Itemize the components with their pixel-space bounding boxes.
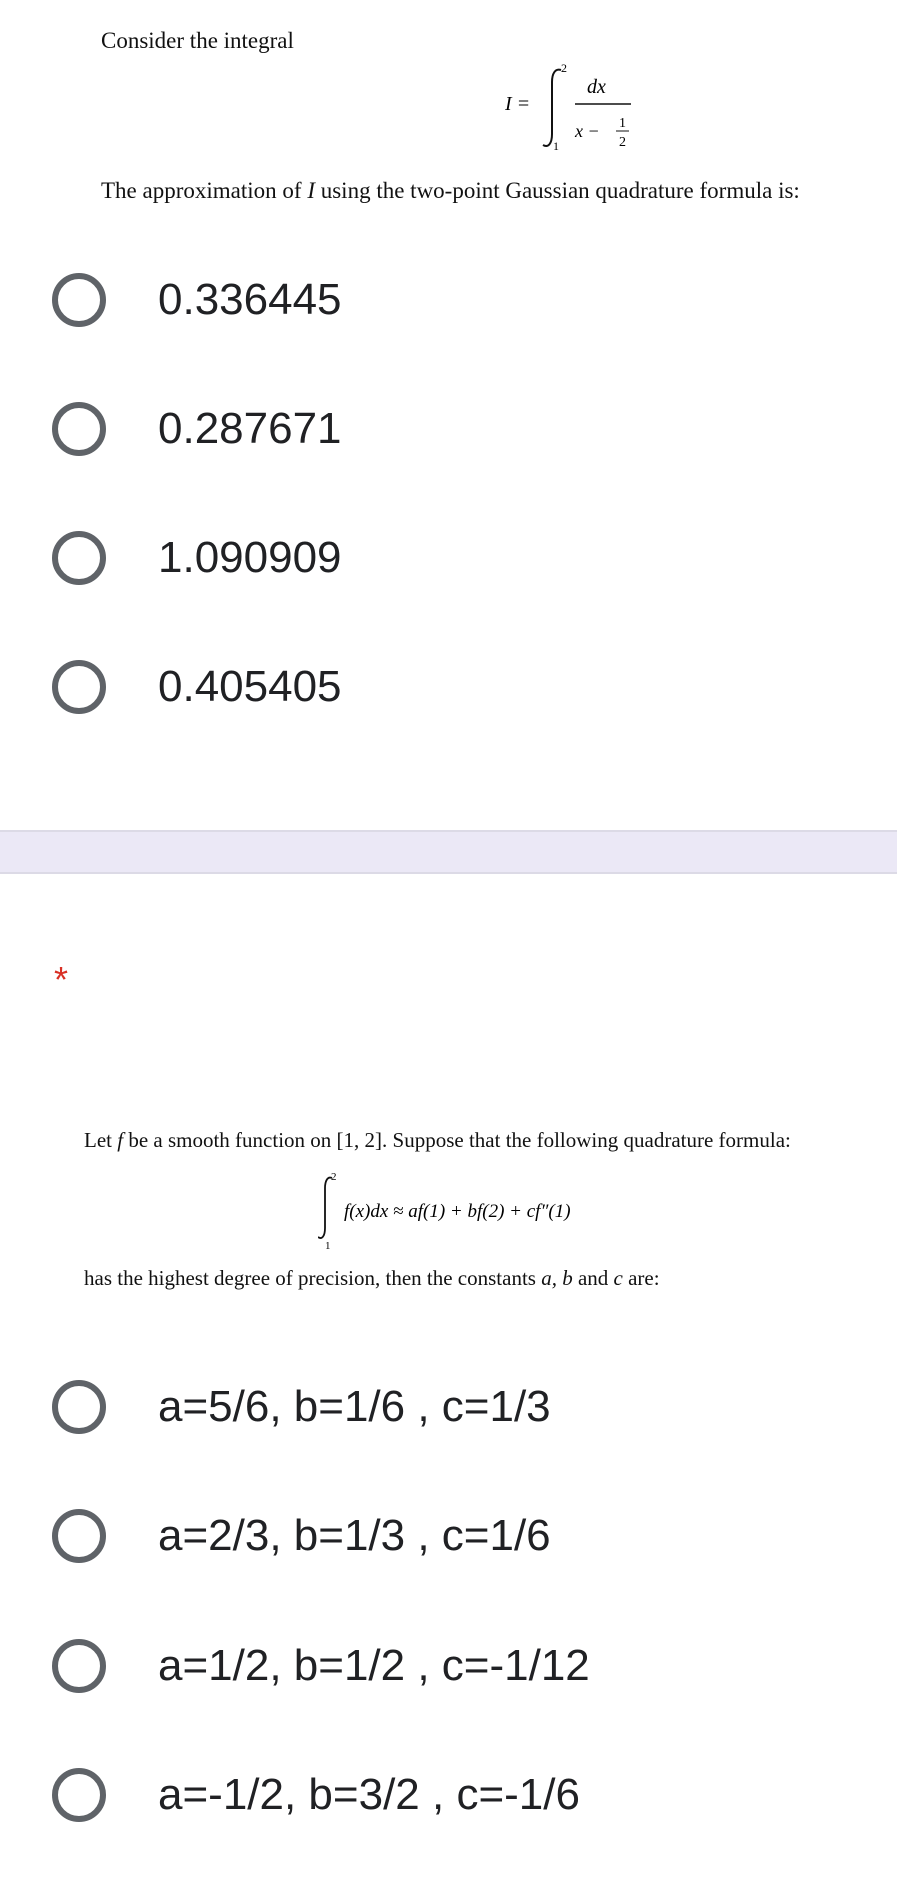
question1-statement (101, 178, 800, 204)
option-label: a=1/2, b=1/2 , c=-1/12 (158, 1641, 590, 1690)
formula-numerator: dx (587, 76, 606, 98)
radio-button[interactable] (52, 660, 106, 714)
question1-integral-formula (505, 58, 685, 158)
question1-intro: Consider the integral (101, 28, 294, 53)
option-label: a=-1/2, b=3/2 , c=-1/6 (158, 1770, 580, 1819)
integral-sign (318, 1178, 332, 1238)
question1-option-4[interactable] (52, 652, 342, 722)
question1-option-2[interactable] (52, 394, 342, 464)
formula-half-denominator: 2 (619, 135, 626, 150)
statement-text: using the two-point Gaussian quadrature formula is: (314, 178, 800, 203)
question2-option-2[interactable] (52, 1501, 551, 1571)
question2-statement (84, 1266, 660, 1291)
radio-button[interactable] (52, 1768, 106, 1822)
formula-lhs: I = (505, 93, 531, 115)
radio-button[interactable] (52, 531, 106, 585)
question2-quadrature-formula (318, 1170, 678, 1250)
question1-option-1[interactable] (52, 265, 342, 335)
option-label: 0.405405 (158, 662, 342, 711)
formula-lower-limit: 1 (553, 139, 559, 153)
option-label: a=2/3, b=1/3 , c=1/6 (158, 1511, 551, 1560)
statement-text: The approximation of (101, 178, 308, 203)
option-label: 0.287671 (158, 404, 342, 453)
formula-upper-limit: 2 (331, 1171, 337, 1183)
radio-button[interactable] (52, 402, 106, 456)
statement-text: and (572, 1266, 614, 1290)
option-label: 0.336445 (158, 275, 342, 324)
required-marker: * (54, 959, 69, 1000)
formula-expression: f(x)dx ≈ af(1) + bf(2) + cf″(1) (344, 1201, 571, 1222)
statement-var: c (613, 1266, 623, 1290)
statement-var: a, b (541, 1266, 573, 1290)
question2-intro (84, 1128, 791, 1153)
intro-var: f (117, 1128, 124, 1152)
statement-text: has the highest degree of precision, then the constants (84, 1266, 542, 1290)
intro-text: Let (84, 1128, 118, 1152)
radio-button[interactable] (52, 1639, 106, 1693)
statement-text: are: (622, 1266, 660, 1290)
intro-text: be a smooth function on [1, 2]. Suppose that the following quadrature formula: (123, 1128, 791, 1152)
formula-half-numerator: 1 (619, 116, 626, 131)
question2-option-4[interactable] (52, 1760, 580, 1830)
question2-option-1[interactable] (52, 1372, 551, 1442)
option-label: 1.090909 (158, 533, 342, 582)
formula-lower-limit: 1 (325, 1240, 331, 1250)
option-label: a=5/6, b=1/6 , c=1/3 (158, 1382, 551, 1431)
question2-option-3[interactable] (52, 1631, 590, 1701)
radio-button[interactable] (52, 273, 106, 327)
formula-upper-limit: 2 (561, 61, 567, 75)
radio-button[interactable] (52, 1380, 106, 1434)
statement-var: I (307, 178, 315, 203)
formula-denominator: x − (575, 121, 600, 141)
radio-button[interactable] (52, 1509, 106, 1563)
section-separator (0, 830, 897, 874)
integral-sign (543, 70, 561, 146)
question1-option-3[interactable] (52, 523, 342, 593)
